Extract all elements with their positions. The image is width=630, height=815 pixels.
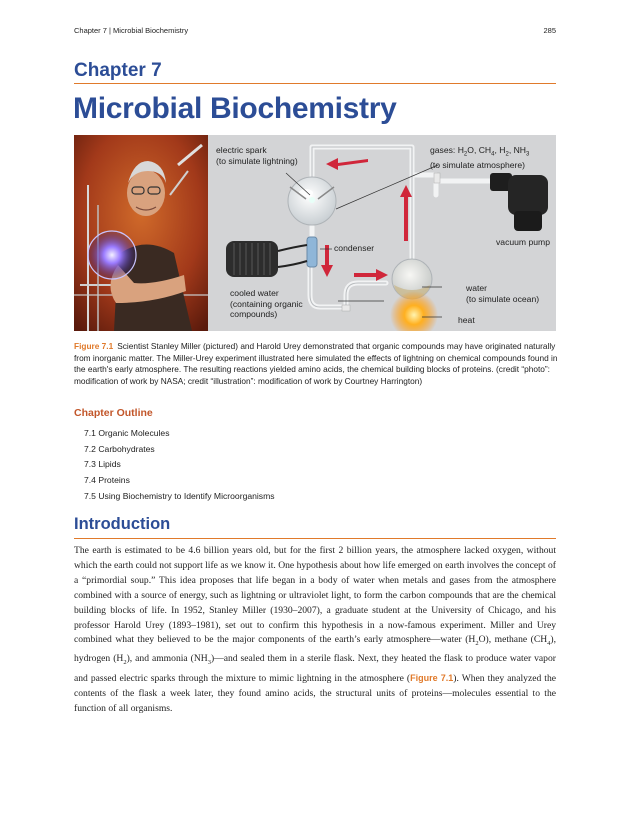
chapter-rule <box>74 83 556 84</box>
label-gases: gases: $H_2O$, $CH_4$, $H_2$, $NH_3$ (to simulate atmosphere) <box>430 145 530 171</box>
page-number: 285 <box>543 26 556 35</box>
scientist-photo <box>74 135 208 331</box>
figure-caption <box>74 341 558 387</box>
label-cooled-water: cooled water (containing organic compounds) <box>230 288 303 319</box>
running-title: Chapter 7 | Microbial Biochemistry <box>74 26 189 35</box>
label-vacuum-pump: vacuum pump <box>496 237 550 247</box>
figure-7-1-link[interactable]: Figure 7.1 <box>410 673 454 684</box>
label-heat: heat <box>458 315 475 325</box>
outline-item[interactable]: 7.2 Carbohydrates <box>84 443 155 454</box>
introduction-rule <box>74 538 556 539</box>
figure-caption-label: Figure 7.1 <box>74 341 114 351</box>
scientist-photo-graphic <box>74 135 208 331</box>
miller-urey-illustration <box>208 135 556 331</box>
chapter-title: Microbial Biochemistry <box>73 92 397 125</box>
outline-item[interactable]: 7.4 Proteins <box>84 475 130 486</box>
outline-item[interactable]: 7.1 Organic Molecules <box>84 428 170 438</box>
introduction-paragraph: The earth is estimated to be 4.6 billion years old, but for the first 2 billion years, the atmosphere lacked oxygen, without which the earth could not support life as we know it. One hypothesis about how life emerged on earth involves the concept of a “primordial soup.” This idea proposes that life began in a body of water when metals and gases from the atmosphere combined with a source of energy, such as lightning or ultraviolet light, to form the carbon compounds that are the chemical building blocks of life. In 1952, Stanley Miller (1930–2007), a graduate student at the University of Chicago, and his professor Harold Urey (1893–1981), set out to confirm this hypothesis in a now-famous experiment. Miller and Urey combined what they believed to be the major components of the earth’s early atmosphere—water $(H_2O)$, methane $(CH_4)$, hydrogen $(H_2)$, and ammonia $(NH_3)—and$ sealed them in a sterile flask. Next, they heated the flask to produce water vapor and passed electric sparks through the mixture to mimic lightning in the atmosphere (Figure 7.1). When they analyzed the contents of the flask a week later, they found amino acids, the structural units of proteins—molecules essential to the function of all organisms. <box>74 545 557 714</box>
introduction-heading: Introduction <box>74 515 171 533</box>
chapter-outline-heading: Chapter Outline <box>74 407 153 419</box>
outline-item[interactable]: 7.3 Lipids <box>84 459 121 470</box>
figure-caption-text: Scientist Stanley Miller (pictured) and Harold Urey demonstrated that organic compounds may have originated naturally from inorganic matter. The Miller-Urey experiment illustrated here simulated the effects of lightning on chemical compounds found in the earth's early atmosphere. The resulting reactions yielded amino acids, the chemical building blocks of proteins. (credit “photo”: modification of work by NASA; credit “illustration”: modification of work by Courtney Harrington) <box>74 341 558 386</box>
outline-item[interactable]: 7.5 Using Biochemistry to Identify Microorganisms <box>84 490 275 501</box>
label-condenser: condenser <box>334 243 375 253</box>
chapter-label: Chapter 7 <box>74 60 162 81</box>
chapter-outline-list <box>84 427 275 505</box>
label-electric-spark: electric spark (to simulate lightning) <box>216 145 298 166</box>
running-header <box>74 26 556 35</box>
figure-7-1 <box>74 135 556 331</box>
label-water: water (to simulate ocean) <box>466 283 540 304</box>
